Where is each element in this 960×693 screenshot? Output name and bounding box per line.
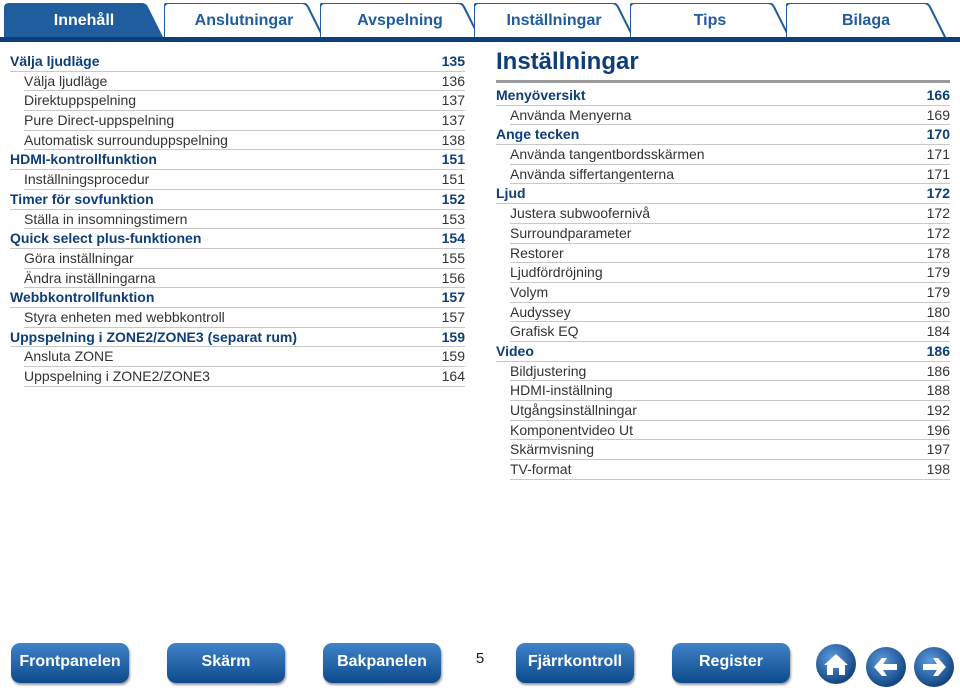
toc-heading-row[interactable] (496, 184, 950, 204)
toc-subitem-row[interactable] (496, 244, 950, 264)
toc-heading-row[interactable] (10, 52, 465, 72)
toc-subitem-row[interactable] (496, 145, 950, 165)
toc-subitem-row[interactable] (496, 460, 950, 480)
backpanel-button[interactable] (323, 643, 441, 683)
home-icon (815, 643, 857, 685)
toc-entry-page: 157 (441, 289, 465, 306)
screen-label: Skärm (201, 653, 251, 670)
toc-entry-title: Bildjustering (510, 362, 587, 379)
toc-subitem-row[interactable] (10, 210, 465, 230)
toc-entry-page: 159 (441, 348, 465, 365)
toc-subitem-row[interactable] (496, 440, 950, 460)
remote-button[interactable] (516, 643, 634, 683)
toc-subitem-row[interactable] (10, 91, 465, 111)
tab-label: Inställningar (506, 12, 602, 29)
toc-subitem-row[interactable] (496, 381, 950, 401)
toc-entry-page: 157 (441, 308, 465, 325)
back-button[interactable] (865, 646, 907, 693)
toc-entry-page: 178 (926, 244, 950, 261)
toc-entry-page: 172 (926, 185, 950, 202)
toc-entry-page: 196 (926, 421, 950, 438)
toc-entry-title: Pure Direct-uppspelning (24, 112, 175, 129)
home-button[interactable] (815, 643, 857, 690)
toc-entry-page: 192 (926, 402, 950, 418)
toc-heading-row[interactable] (496, 342, 950, 362)
arrow-left-icon (865, 646, 907, 688)
toc-entry-title: Välja ljudläge (10, 53, 100, 69)
toc-subitem-row[interactable] (10, 170, 465, 190)
tab-label: Tips (693, 12, 727, 29)
toc-entry-title: Audyssey (510, 303, 571, 320)
frontpanel-button[interactable] (11, 643, 129, 683)
tab-installningar[interactable] (474, 3, 634, 39)
toc-entry-title: Inställningsprocedur (24, 171, 150, 188)
toc-subitem-row[interactable] (10, 111, 465, 131)
toc-entry-title: Menyöversikt (496, 87, 586, 103)
toc-entry-page: 135 (441, 53, 465, 69)
page-number: 5 (475, 650, 485, 667)
toc-subitem-row[interactable] (10, 308, 465, 328)
toc-entry-title: Styra enheten med webbkontroll (24, 308, 225, 325)
toc-subitem-row[interactable] (10, 249, 465, 269)
toc-entry-title: Automatisk surrounduppspelning (24, 131, 228, 148)
toc-entry-title: Grafisk EQ (510, 323, 579, 340)
toc-entry-page: 172 (926, 224, 950, 241)
toc-entry-page: 179 (926, 283, 950, 300)
toc-entry-page: 137 (441, 92, 465, 109)
toc-entry-page: 153 (441, 210, 465, 227)
toc-entry-title: Ljudfördröjning (510, 264, 603, 281)
toc-entry-title: Använda tangentbordsskärmen (510, 146, 705, 163)
toc-subitem-row[interactable] (496, 283, 950, 303)
toc-entry-title: Komponentvideo Ut (510, 421, 633, 438)
toc-entry-page: 169 (926, 106, 950, 123)
index-button[interactable] (672, 643, 790, 683)
toc-subitem-row[interactable] (496, 322, 950, 342)
toc-subitem-row[interactable] (496, 263, 950, 283)
tab-tips[interactable] (630, 3, 790, 39)
toc-entry-page: 156 (441, 269, 465, 286)
toc-entry-page: 138 (441, 131, 465, 148)
toc-entry-title: Använda siffertangenterna (510, 165, 674, 182)
remote-label: Fjärrkontroll (527, 653, 623, 670)
forward-button[interactable] (913, 646, 955, 693)
toc-heading-row[interactable] (10, 190, 465, 210)
screen-button[interactable] (167, 643, 285, 683)
toc-entry-title: Uppspelning i ZONE2/ZONE3 (24, 368, 210, 384)
toc-entry-title: Webbkontrollfunktion (10, 289, 155, 306)
backpanel-label: Bakpanelen (337, 653, 427, 670)
toc-heading-row[interactable] (496, 125, 950, 145)
toc-subitem-row[interactable] (496, 204, 950, 224)
toc-entry-title: Uppspelning i ZONE2/ZONE3 (separat rum) (10, 328, 298, 345)
tab-anslutningar[interactable] (164, 3, 324, 39)
toc-entry-title: Ändra inställningarna (24, 269, 156, 286)
toc-heading-row[interactable] (10, 229, 465, 249)
toc-subitem-row[interactable] (496, 106, 950, 126)
arrow-right-icon (913, 646, 955, 688)
toc-entry-page: 152 (441, 190, 465, 207)
toc-entry-page: 188 (926, 382, 950, 399)
toc-entry-title: Välja ljudläge (24, 72, 108, 89)
toc-entry-page: 186 (926, 362, 950, 379)
toc-entry-page: 197 (926, 441, 950, 458)
top-tab-bar (0, 0, 960, 42)
tab-label: Bilaga (841, 12, 890, 29)
toc-entry-title: Timer för sovfunktion (10, 190, 154, 207)
toc-entry-title: Volym (510, 283, 549, 300)
toc-entry-title: Justera subwoofernivå (510, 205, 651, 222)
toc-entry-page: 164 (441, 368, 465, 384)
toc-entry-title: Video (496, 342, 534, 359)
section-title: Inställningar (496, 48, 639, 75)
toc-entry-page: 179 (926, 264, 950, 281)
toc-entry-title: Ljud (496, 185, 526, 202)
index-label: Register (698, 653, 764, 670)
toc-entry-title: Göra inställningar (24, 249, 134, 266)
left-toc (10, 52, 465, 387)
toc-subitem-row[interactable] (10, 347, 465, 367)
toc-entry-page: 172 (926, 205, 950, 222)
toc-entry-page: 166 (926, 87, 950, 103)
toc-entry-title: Restorer (510, 244, 564, 261)
toc-entry-page: 136 (441, 72, 465, 89)
toc-subitem-row[interactable] (10, 131, 465, 151)
toc-entry-title: Ange tecken (496, 126, 580, 143)
tab-innehall[interactable] (4, 3, 164, 39)
toc-heading-row[interactable] (10, 328, 465, 348)
toc-entry-page: 154 (441, 230, 465, 247)
toc-subitem-row[interactable] (496, 224, 950, 244)
toc-heading-row[interactable] (496, 86, 950, 106)
toc-entry-page: 186 (926, 342, 950, 359)
toc-entry-title: HDMI-kontrollfunktion (10, 151, 157, 168)
toc-entry-page: 184 (926, 323, 950, 340)
toc-entry-page: 198 (926, 461, 950, 478)
toc-entry-page: 170 (926, 126, 950, 143)
toc-entry-title: Utgångsinställningar (510, 402, 637, 418)
toc-entry-page: 171 (926, 146, 950, 163)
toc-entry-title: Quick select plus-funktionen (10, 230, 202, 247)
toc-entry-title: TV-format (510, 461, 572, 478)
toc-subitem-row[interactable] (496, 401, 950, 421)
right-toc (496, 86, 950, 480)
tab-bilaga[interactable] (786, 3, 946, 39)
toc-entry-title: Ansluta ZONE (24, 348, 114, 365)
tab-label: Avspelning (357, 12, 443, 29)
tab-label: Anslutningar (194, 12, 294, 29)
toc-entry-title: Direktuppspelning (24, 92, 137, 109)
frontpanel-label: Frontpanelen (19, 653, 121, 670)
tab-avspelning[interactable] (320, 3, 480, 39)
section-title-rule (496, 80, 950, 83)
toc-subitem-row[interactable] (496, 303, 950, 323)
toc-heading-row[interactable] (10, 150, 465, 170)
toc-subitem-row[interactable] (496, 362, 950, 382)
toc-subitem-row[interactable] (10, 269, 465, 289)
toc-subitem-row[interactable] (496, 165, 950, 185)
toc-entry-page: 137 (441, 112, 465, 129)
toc-entry-page: 151 (441, 171, 465, 188)
tab-underline (0, 37, 960, 42)
toc-entry-page: 171 (926, 165, 950, 182)
toc-entry-title: Använda Menyerna (510, 106, 632, 123)
toc-entry-page: 180 (926, 303, 950, 320)
toc-entry-page: 151 (441, 151, 465, 168)
toc-subitem-row[interactable] (496, 421, 950, 441)
toc-entry-page: 155 (441, 249, 465, 266)
toc-subitem-row[interactable] (10, 72, 465, 92)
toc-entry-title: HDMI-inställning (510, 382, 613, 399)
toc-heading-row[interactable] (10, 288, 465, 308)
toc-subitem-row[interactable] (10, 367, 465, 387)
tab-label: Innehåll (53, 12, 115, 29)
toc-entry-page: 159 (441, 328, 465, 345)
toc-entry-title: Surroundparameter (510, 224, 632, 241)
toc-entry-title: Ställa in insomningstimern (24, 210, 188, 227)
toc-entry-title: Skärmvisning (510, 441, 595, 458)
